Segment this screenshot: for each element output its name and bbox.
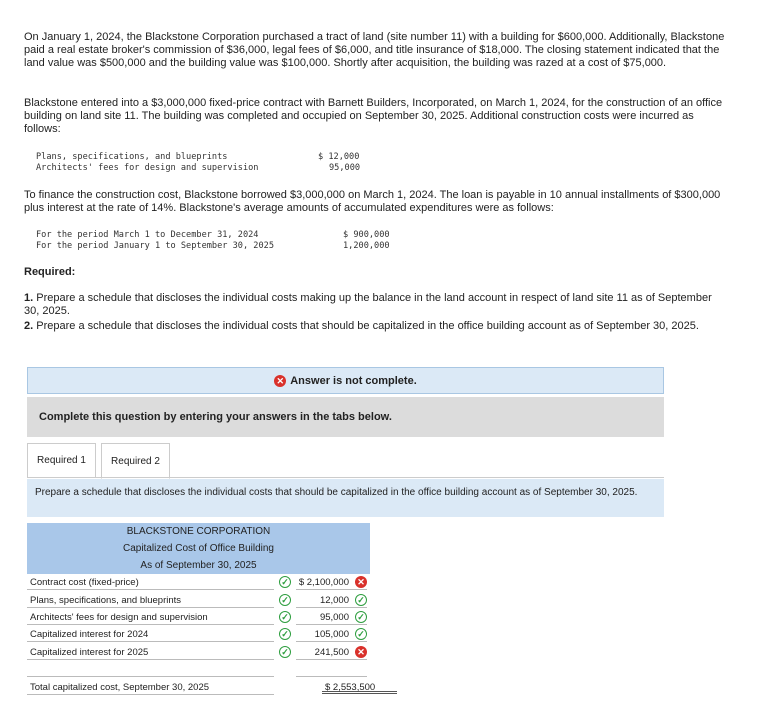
required-1-number: 1. (24, 292, 34, 304)
check-icon: ✓ (279, 594, 291, 606)
row-label-input[interactable]: Plans, specifications, and blueprints (27, 592, 274, 608)
cost-label-2: Architects' fees for design and supervision (36, 163, 259, 173)
instruction-bar (27, 397, 664, 437)
schedule-title: Capitalized Cost of Office Building (27, 540, 370, 557)
required-1-text (24, 292, 724, 318)
cost-label-1: Plans, specifications, and blueprints (36, 152, 228, 162)
check-icon: ✓ (279, 628, 291, 640)
expenditure-label-2: For the period January 1 to September 30, 2025 (36, 241, 274, 251)
tab-required-2-label: Required 2 (111, 455, 160, 467)
schedule-company: BLACKSTONE CORPORATION (27, 523, 370, 540)
answer-status-text: Answer is not complete. (290, 374, 417, 387)
total-label: Total capitalized cost, September 30, 2025 (27, 679, 274, 695)
intro-paragraph-3: To finance the construction cost, Blackstone borrowed $3,000,000 on March 1, 2024. The loan is payable in 10 annual installments of $300,000 plus interest at the rate of 14%. Blackstone's average amounts of accumulated expenditures were as follows: (24, 189, 721, 214)
expenditure-value-1: $ 900,000 (343, 230, 390, 240)
tab-required-2[interactable] (101, 443, 170, 479)
required-2-number: 2. (24, 320, 34, 332)
tab-prompt (27, 479, 664, 517)
check-icon: ✓ (279, 576, 291, 588)
blank-row-value[interactable] (296, 661, 367, 677)
schedule-total-row (27, 679, 376, 696)
expenditure-value-2: 1,200,000 (343, 241, 390, 251)
row-value-input[interactable]: 105,000 (296, 626, 367, 642)
row-label-input[interactable]: Contract cost (fixed-price) (27, 574, 274, 590)
schedule-row (27, 626, 370, 643)
check-icon: ✓ (355, 594, 367, 606)
tab-required-1-label: Required 1 (37, 455, 86, 466)
required-1-body: Prepare a schedule that discloses the individual costs making up the balance in the land account in respect of land site 11 as of September 30, 2025. (24, 292, 712, 317)
row-label-input[interactable]: Capitalized interest for 2024 (27, 626, 274, 642)
schedule-row (27, 592, 370, 609)
required-2-body: Prepare a schedule that discloses the individual costs that should be capitalized in the office building account as of September 30, 2025. (36, 320, 699, 332)
wrong-icon: ✕ (355, 576, 367, 588)
row-label-input[interactable]: Architects' fees for design and supervision (27, 609, 274, 625)
answer-status-banner (27, 367, 664, 394)
schedule-row (27, 644, 370, 661)
cost-value-2: 95,000 (329, 163, 361, 173)
expenditure-label-1: For the period March 1 to December 31, 2024 (36, 230, 259, 240)
tab-underline (27, 477, 664, 478)
schedule-row (27, 609, 370, 626)
tab-required-1[interactable] (27, 443, 96, 478)
check-icon: ✓ (355, 611, 367, 623)
row-value-input[interactable]: $ 2,100,000 (296, 574, 367, 590)
schedule-blank-row (27, 661, 370, 679)
intro-paragraph-1: On January 1, 2024, the Blackstone Corporation purchased a tract of land (site number 11) with a building for $600,000. Additionally, Blackstone paid a real estate broker's commission of $36,000, legal fees of $6,000, and title insurance of $18,000. The closing statement indicated that the land value was $500,000 and the building value was $100,000. Shortly after acquisition, the building was razed at a cost of $75,000. (24, 31, 725, 69)
row-value-input[interactable]: 95,000 (296, 609, 367, 625)
required-2-text (24, 320, 724, 333)
check-icon: ✓ (279, 611, 291, 623)
cost-value-1: $ 12,000 (318, 152, 360, 162)
wrong-icon: ✕ (355, 646, 367, 658)
error-icon: ✕ (274, 375, 286, 387)
check-icon: ✓ (355, 628, 367, 640)
instruction-text: Complete this question by entering your answers in the tabs below. (39, 411, 392, 423)
intro-paragraph-2: Blackstone entered into a $3,000,000 fixed-price contract with Barnett Builders, Incorporated, on March 1, 2024, for the construction of an office building on land site 11. The building was completed and occupied on September 30, 2025. Additional construction costs were incurred as follows: (24, 97, 723, 135)
row-label-input[interactable]: Capitalized interest for 2025 (27, 644, 274, 660)
row-value-input[interactable]: 12,000 (296, 592, 367, 608)
blank-row-label[interactable] (27, 661, 274, 677)
schedule-date: As of September 30, 2025 (27, 557, 370, 574)
required-heading: Required: (24, 266, 76, 278)
tab-prompt-text: Prepare a schedule that discloses the individual costs that should be capitalized in the office building account as of September 30, 2025. (35, 487, 638, 498)
check-icon: ✓ (279, 646, 291, 658)
row-value-input[interactable]: 241,500 (296, 644, 367, 660)
total-value: $ 2,553,500 (322, 679, 397, 694)
schedule-row (27, 574, 370, 591)
